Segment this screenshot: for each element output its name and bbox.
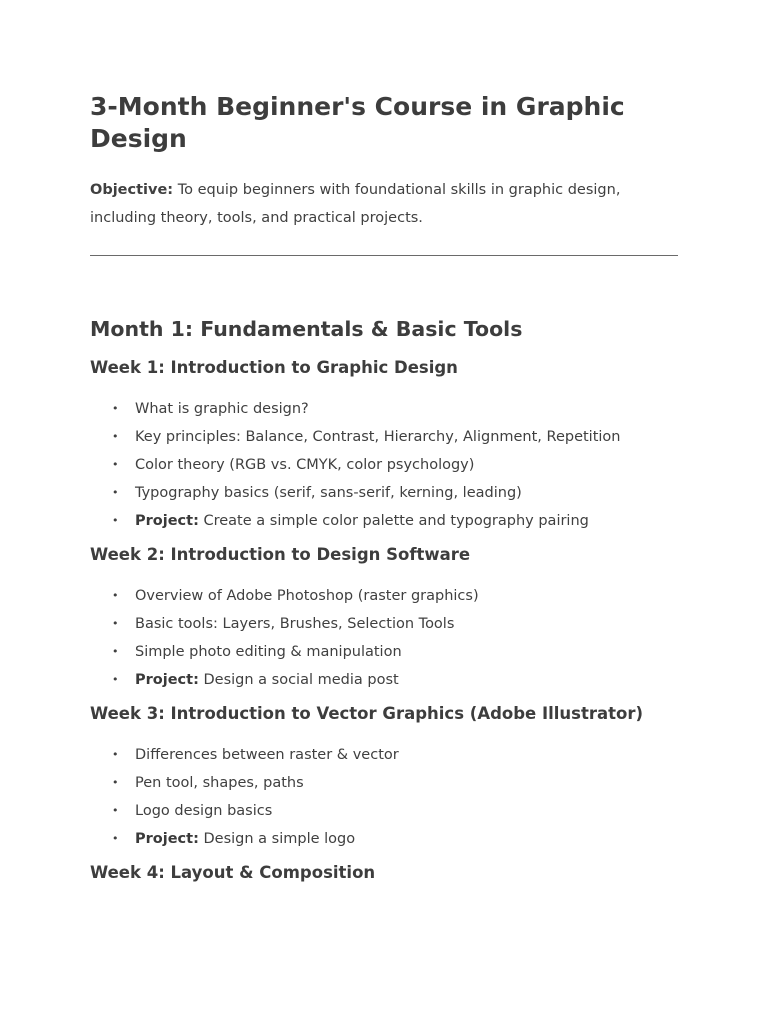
week-title: Week 2: Introduction to Design Software (90, 545, 471, 564)
objective-text: To equip beginners with foundational skills in graphic design, including theory, tools, and practical projects. (90, 182, 621, 226)
week-title: Week 3: Introduction to Vector Graphics (Adobe Illustrator) (90, 704, 644, 723)
month-1-title: Month 1: Fundamentals & Basic Tools (90, 317, 523, 341)
list-item (90, 797, 678, 825)
week-topic-list (90, 395, 678, 535)
list-item-text: Key principles: Balance, Contrast, Hierarchy, Alignment, Repetition (135, 429, 621, 445)
list-item-text: Typography basics (serif, sans-serif, kerning, leading) (135, 485, 522, 501)
list-item-text: Pen tool, shapes, paths (135, 775, 304, 791)
week-section (90, 861, 678, 885)
bullet-icon: • (112, 430, 119, 443)
week-section (90, 356, 678, 535)
list-item-text: Basic tools: Layers, Brushes, Selection Tools (135, 616, 455, 632)
project-label: Project: (135, 672, 199, 688)
list-item (90, 638, 678, 666)
list-item-text: Logo design basics (135, 803, 273, 819)
bullet-icon: • (112, 832, 119, 845)
list-item (90, 666, 678, 694)
bullet-icon: • (112, 402, 119, 415)
bullet-icon: • (112, 748, 119, 761)
weeks-container (90, 356, 678, 885)
list-item-text: Design a social media post (198, 672, 399, 688)
bullet-icon: • (112, 673, 119, 686)
week-title: Week 1: Introduction to Graphic Design (90, 358, 458, 377)
list-item (90, 479, 678, 507)
list-item-text: Create a simple color palette and typography pairing (198, 513, 589, 529)
week-topic-list (90, 741, 678, 853)
objective-paragraph (90, 176, 678, 232)
list-item (90, 451, 678, 479)
list-item (90, 825, 678, 853)
list-item-text: Simple photo editing & manipulation (135, 644, 402, 660)
bullet-icon: • (112, 486, 119, 499)
bullet-icon: • (112, 776, 119, 789)
list-item-text: Color theory (RGB vs. CMYK, color psychology) (135, 457, 475, 473)
bullet-icon: • (112, 589, 119, 602)
project-label: Project: (135, 513, 199, 529)
bullet-icon: • (112, 804, 119, 817)
week-title: Week 4: Layout & Composition (90, 863, 376, 882)
week-topic-list (90, 582, 678, 694)
list-item (90, 769, 678, 797)
list-item (90, 582, 678, 610)
bullet-icon: • (112, 645, 119, 658)
list-item-text: Overview of Adobe Photoshop (raster graphics) (135, 588, 479, 604)
bullet-icon: • (112, 617, 119, 630)
page-title: 3-Month Beginner's Course in Graphic Design (90, 92, 625, 153)
list-item (90, 610, 678, 638)
bullet-icon: • (112, 514, 119, 527)
list-item-text: What is graphic design? (135, 401, 309, 417)
section-divider (90, 255, 678, 256)
list-item (90, 507, 678, 535)
list-item (90, 423, 678, 451)
list-item (90, 395, 678, 423)
list-item-text: Design a simple logo (198, 831, 356, 847)
project-label: Project: (135, 831, 199, 847)
list-item-text: Differences between raster & vector (135, 747, 399, 763)
week-section (90, 543, 678, 694)
list-item (90, 741, 678, 769)
objective-label: Objective: (90, 182, 174, 198)
bullet-icon: • (112, 458, 119, 471)
week-section (90, 702, 678, 853)
